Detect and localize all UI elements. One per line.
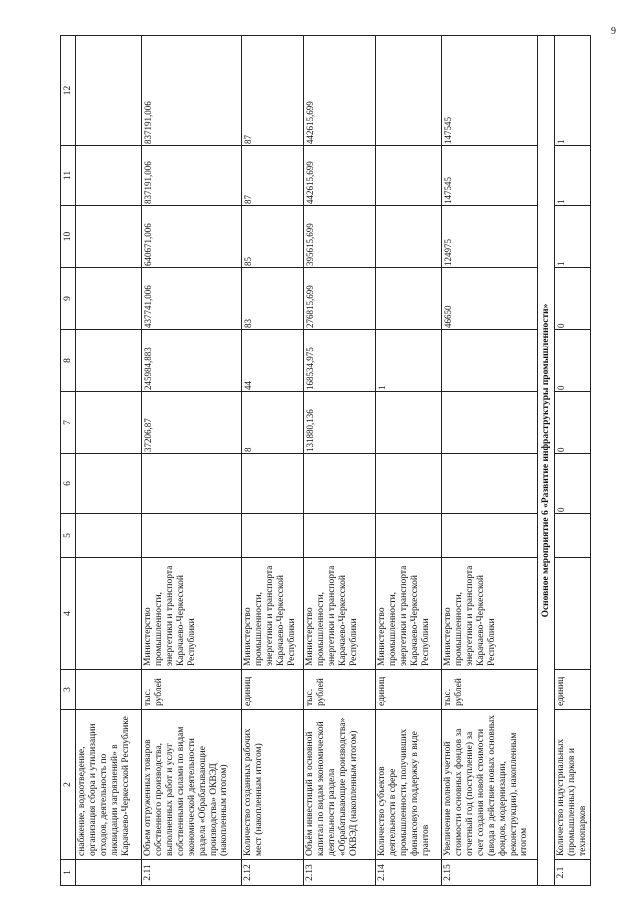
value-cell: 85 xyxy=(242,206,304,268)
indicator-name: Увеличение полной учетной стоимости основных фондов за отчетный год (поступление) за счет создания новой стоимости (ввода в действие новых основных фондов, модернизации, реконструкции), накопленным итогом xyxy=(442,710,538,860)
row-number: 2.15 xyxy=(442,860,538,886)
row-number xyxy=(76,860,142,886)
value-cell xyxy=(242,514,304,558)
indicator-name: Количество созданных рабочих мест (накопленным итогом) xyxy=(242,710,304,860)
unit: тыс. рублей xyxy=(142,670,242,710)
indicator-name: Количество индустриальных (промышленных) парков и технопарков xyxy=(555,710,591,860)
row-number: 2.1 xyxy=(555,860,591,886)
rotated-table-container xyxy=(60,36,588,886)
header-cell: 5 xyxy=(61,514,76,558)
executor: Министерство промышленности, энергетики и транспорта Карачаево-Черкесской Республики xyxy=(142,558,242,670)
header-cell: 11 xyxy=(61,146,76,206)
header-cell: 7 xyxy=(61,392,76,454)
header-cell: 1 xyxy=(61,860,76,886)
value-cell: 8 xyxy=(242,392,304,454)
header-cell: 9 xyxy=(61,268,76,330)
value-cell: 37206,87 xyxy=(142,392,242,454)
value-cell xyxy=(442,454,538,514)
value-cell: 437741,006 xyxy=(142,268,242,330)
value-cell: 837191,006 xyxy=(142,36,242,146)
value-cell xyxy=(555,514,591,558)
value-cell xyxy=(376,146,442,206)
row-number: 2.11 xyxy=(142,860,242,886)
value-cell xyxy=(304,514,376,558)
executor: Министерство промышленности, энергетики и транспорта Карачаево-Черкесской Республики xyxy=(442,558,538,670)
value-cell xyxy=(442,514,538,558)
unit: единиц xyxy=(376,670,442,710)
header-cell: 4 xyxy=(61,558,76,670)
indicators-table xyxy=(60,35,591,886)
value-cell: 1 xyxy=(555,206,591,268)
header-cell: 8 xyxy=(61,330,76,392)
header-row xyxy=(61,36,76,886)
executor: Министерство промышленности, энергетики и транспорта Карачаево-Черкесской Республики xyxy=(376,558,442,670)
value-cell: 131880,136 xyxy=(304,392,376,454)
value-cell: 395615,699 xyxy=(304,206,376,268)
executor: Министерство промышленности, энергетики и транспорта Карачаево-Черкесской Республики xyxy=(304,558,376,670)
table-row xyxy=(304,36,376,886)
section-row xyxy=(538,36,555,886)
value-cell xyxy=(442,392,538,454)
value-cell xyxy=(76,330,142,392)
table-rotated xyxy=(60,36,588,886)
value-cell: 87 xyxy=(242,146,304,206)
value-cell xyxy=(76,268,142,330)
value-cell: 1 xyxy=(376,330,442,392)
value-cell: 147545 xyxy=(442,36,538,146)
value-cell xyxy=(376,36,442,146)
header-cell: 3 xyxy=(61,670,76,710)
value-cell: 1 xyxy=(555,146,591,206)
value-cell xyxy=(76,454,142,514)
value-cell: 1 xyxy=(555,36,591,146)
value-cell xyxy=(376,392,442,454)
table-row xyxy=(142,36,242,886)
executor xyxy=(555,558,591,670)
value-cell xyxy=(142,514,242,558)
value-cell: 442615,699 xyxy=(304,146,376,206)
executor: Министерство промышленности, энергетики и транспорта Карачаево-Черкесской Республики xyxy=(242,558,304,670)
value-cell xyxy=(442,330,538,392)
value-cell xyxy=(242,454,304,514)
section-title: Основное мероприятие 6 «Развитие инфраструктуры промышленности» xyxy=(538,36,555,886)
row-number: 2.12 xyxy=(242,860,304,886)
value-cell xyxy=(376,268,442,330)
unit: единиц xyxy=(555,670,591,710)
table-row xyxy=(376,36,442,886)
indicator-name: Количество субъектов деятельности в сфере промышленности, получивших финансовую поддержку в виде грантов xyxy=(376,710,442,860)
value-cell: 147545 xyxy=(442,146,538,206)
unit: единиц xyxy=(242,670,304,710)
value-cell xyxy=(376,454,442,514)
header-cell: 12 xyxy=(61,36,76,146)
value-cell: 442615,699 xyxy=(304,36,376,146)
value-cell: 0 xyxy=(555,330,591,392)
row-number: 2.14 xyxy=(376,860,442,886)
value-cell: 0 xyxy=(555,392,591,454)
value-cell xyxy=(76,514,142,558)
unit xyxy=(76,670,142,710)
header-cell: 6 xyxy=(61,454,76,514)
indicator-name: Объем отгруженных товаров собственного производства, выполненных работ и услуг собственными силами по видам экономической деятельности раздела «Обрабатывающие производства» ОКВЭД (накопленным итогом) xyxy=(142,710,242,860)
unit: тыс. рублей xyxy=(304,670,376,710)
value-cell: 0 xyxy=(555,268,591,330)
value-cell xyxy=(76,392,142,454)
value-cell xyxy=(142,454,242,514)
value-cell: 837191,006 xyxy=(142,146,242,206)
value-cell: 87 xyxy=(242,36,304,146)
value-cell: 245984,883 xyxy=(142,330,242,392)
value-cell xyxy=(304,454,376,514)
table-row xyxy=(555,36,591,886)
value-cell xyxy=(76,206,142,268)
indicator-name: снабжение, водоотведение, организация сбора и утилизации отходов, деятельность по ликвидации загрязнений» в Карачаево-Черкесской Республике xyxy=(76,710,142,860)
table-row xyxy=(442,36,538,886)
value-cell: 276815,699 xyxy=(304,268,376,330)
unit: тыс. рублей xyxy=(442,670,538,710)
value-cell xyxy=(76,36,142,146)
indicator-name: Объём инвестиций в основной капитал по видам экономической деятельности раздела «Обрабатывающие производства» ОКВЭД (накопленным итогом) xyxy=(304,710,376,860)
table-row xyxy=(242,36,304,886)
header-cell: 10 xyxy=(61,206,76,268)
value-cell xyxy=(376,514,442,558)
page-number: 9 xyxy=(611,26,616,37)
value-cell: 83 xyxy=(242,268,304,330)
header-cell: 2 xyxy=(61,710,76,860)
value-cell xyxy=(376,206,442,268)
value-cell: 0 xyxy=(555,454,591,514)
value-cell: 46650 xyxy=(442,268,538,330)
value-cell: 44 xyxy=(242,330,304,392)
value-cell: 640671,006 xyxy=(142,206,242,268)
value-cell xyxy=(76,146,142,206)
row-number: 2.13 xyxy=(304,860,376,886)
executor xyxy=(76,558,142,670)
value-cell: 168534,975 xyxy=(304,330,376,392)
value-cell: 124975 xyxy=(442,206,538,268)
table-row xyxy=(76,36,142,886)
